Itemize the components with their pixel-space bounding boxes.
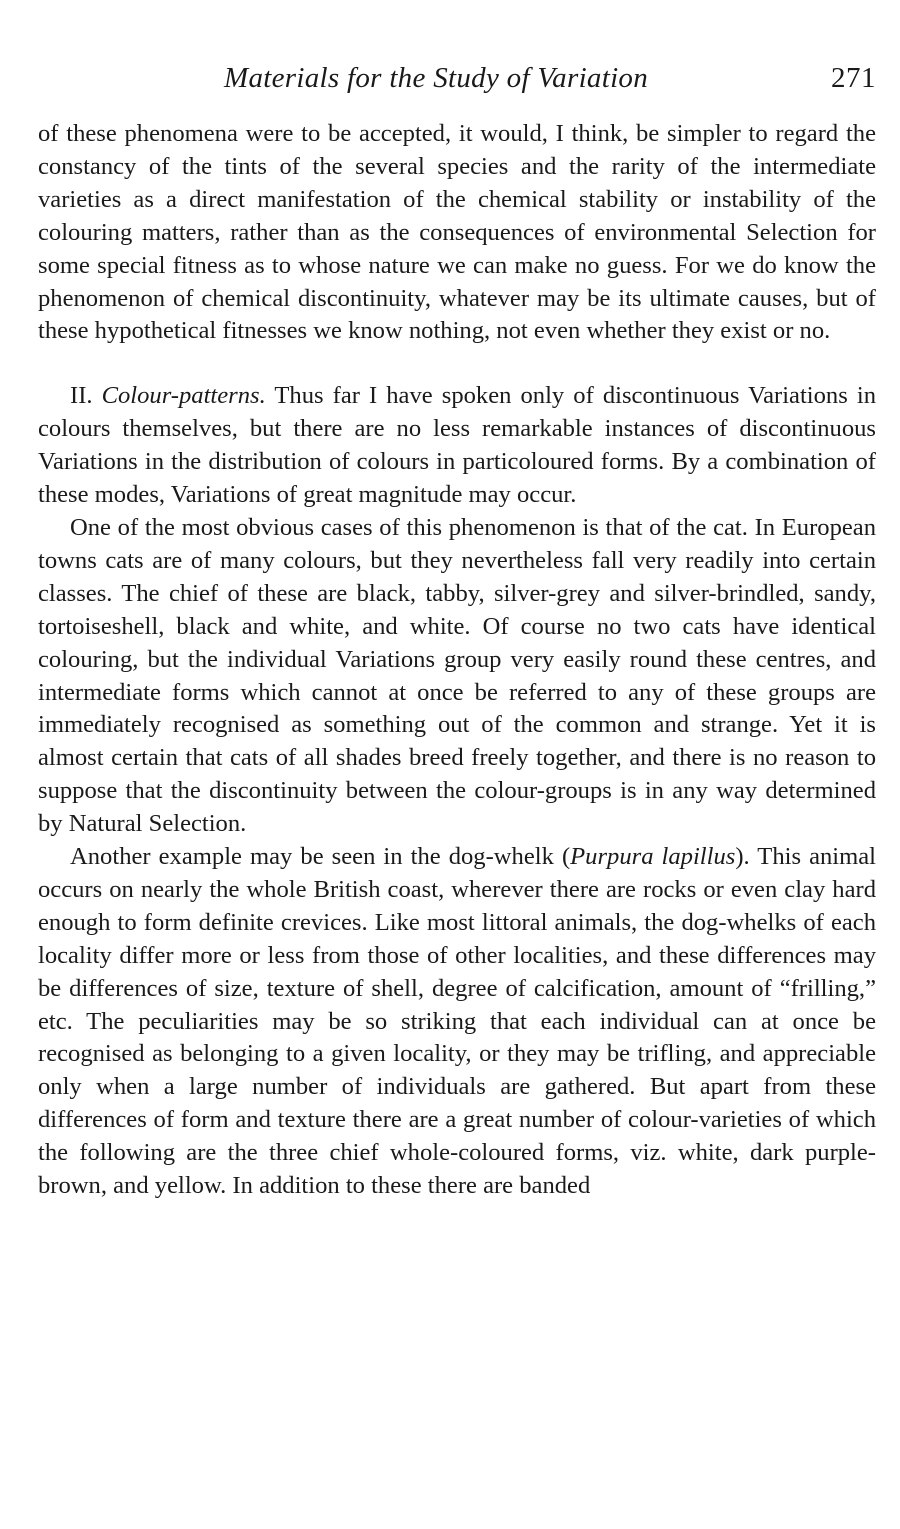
page-number: 271: [831, 62, 876, 94]
paragraph-1: [38, 118, 876, 348]
book-page: [38, 62, 876, 1203]
paragraph-4-text: ). This animal occurs on nearly the whole British coast, wherever there are rocks or even clay hard enough to form definite crevices. Like most littoral animals, the dog-whelks of each locality differ more or less from those of other localities, and these differences may be differences of size, texture of shell, degree of calcification, amount of “frilling,” etc. The peculiarities may be so striking that each individual can at once be recognised as belonging to a given locality, or they may be trifling, and appreciable only when a large number of individuals are gathered. But apart from these differences of form and texture there are a great number of colour-varieties of which the following are the three chief whole-coloured forms, viz. white, dark purple-brown, and yellow. In addition to these there are banded: [38, 843, 876, 1200]
section-number: II.: [70, 382, 102, 410]
body-text: [38, 118, 876, 1203]
paragraph-3: [38, 512, 876, 841]
paragraph-4: [38, 841, 876, 1203]
running-title: Materials for the Study of Variation: [224, 62, 649, 94]
paragraph-1-text: of these phenomena were to be accepted, it would, I think, be simpler to regard the constancy of the tints of the several species and the rarity of the intermediate varieties as a direct manifestation of the chemical stability or instability of the colouring matters, rather than as the consequences of environmental Selection for some special fitness as to whose nature we can make no guess. For we do know the phenomenon of chemical discontinuity, whatever may be its ultimate causes, but of these hypothetical fitnesses we know nothing, not even whether they exist or no.: [38, 120, 876, 345]
paragraph-2-text: Thus far I have spoken only of discontinuous Variations in colours themselves, but there are no less remarkable instances of discontinuous Variations in the distribution of colours in particoloured forms. By a combination of these modes, Variations of great magnitude may occur.: [38, 382, 876, 509]
species-name: Purpura lapillus: [570, 843, 736, 871]
paragraph-4-lead: Another example may be seen in the dog-whelk (: [70, 843, 571, 871]
section-heading: Colour-patterns.: [101, 382, 266, 410]
paragraph-2: [38, 380, 876, 512]
paragraph-3-text: One of the most obvious cases of this phenomenon is that of the cat. In European towns cats are of many colours, but they nevertheless fall very readily into certain classes. The chief of these are black, tabby, silver-grey and silver-brindled, sandy, tortoiseshell, black and white, and white. Of course no two cats have identical colouring, but the individual Variations group very easily round these centres, and intermediate forms which cannot at once be referred to any of these groups are immediately recognised as something out of the common and strange. Yet it is almost certain that cats of all shades breed freely together, and there is no reason to suppose that the discontinuity between the colour-groups is in any way determined by Natural Selection.: [38, 513, 876, 838]
running-head: [38, 62, 876, 102]
